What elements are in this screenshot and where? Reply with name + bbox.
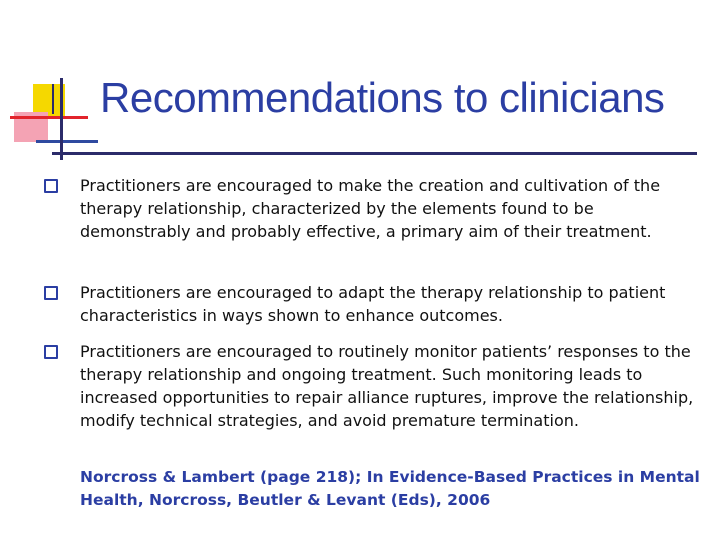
bullet-text: Practitioners are encouraged to routinely monitor patients’ responses to the therapy relationship and ongoing treatment. Such monitoring leads to increased opportunities to repair alliance ruptures, improve the relationship, modify technical strategies, and avoid premature termination. bbox=[80, 342, 694, 430]
logo-vertical-line-short bbox=[52, 84, 54, 114]
logo-blue-line bbox=[36, 140, 98, 143]
slide-logo bbox=[0, 0, 100, 170]
logo-red-line bbox=[10, 116, 88, 119]
bullet-text: Practitioners are encouraged to make the creation and cultivation of the therapy relationship, characterized by the elements found to be demonstrably and probably effective, a primary aim of their treatment. bbox=[80, 176, 661, 241]
citation: Norcross & Lambert (page 218); In Evidence-Based Practices in Mental Health, Norcross, Beutler & Levant (Eds), 2006 bbox=[80, 468, 700, 509]
checkbox-bullet-icon bbox=[44, 286, 58, 300]
slide-title: Recommendations to clinicians bbox=[100, 74, 665, 121]
checkbox-bullet-icon bbox=[44, 345, 58, 359]
checkbox-bullet-icon bbox=[44, 179, 58, 193]
logo-vertical-line bbox=[60, 78, 63, 160]
bullet-text: Practitioners are encouraged to adapt the therapy relationship to patient characteristics in ways shown to enhance outcomes. bbox=[80, 283, 666, 325]
title-divider bbox=[52, 152, 697, 155]
